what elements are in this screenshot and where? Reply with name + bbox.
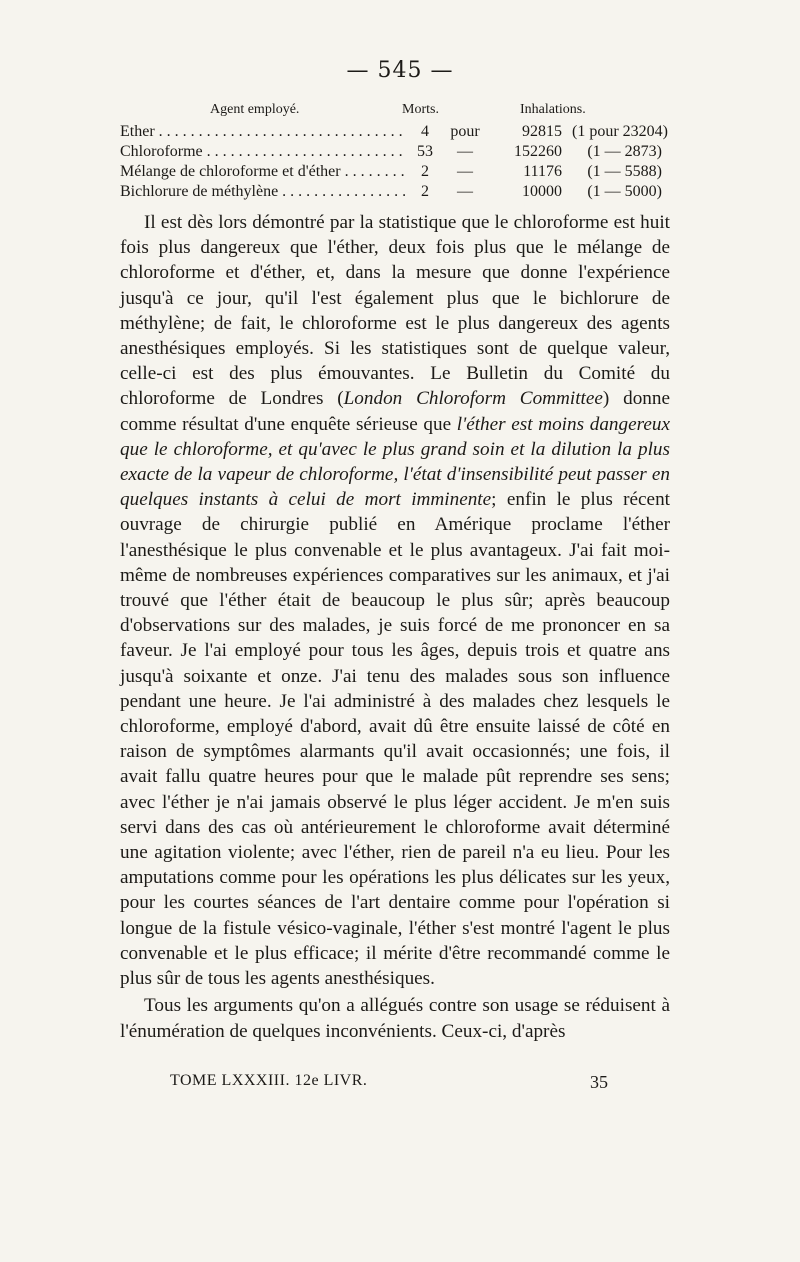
table-header-row [120, 100, 660, 122]
ratio-value: (1 pour 23204) [572, 123, 668, 140]
inhalations-value: 11176 [523, 163, 562, 180]
deaths-value: 4 [405, 122, 445, 142]
header-inhalations: Inhalations. [520, 102, 586, 117]
ratio-value: (1 — 5000) [587, 183, 662, 200]
agent-name: Ether . . . [120, 122, 405, 142]
header-agent: Agent employé. [210, 102, 300, 117]
committee-name-italic: London Chloroform Committee [343, 388, 603, 410]
relation-word: — [457, 183, 473, 200]
inhalations-value: 10000 [522, 183, 562, 200]
paragraph-1-text-e: ; enfin le plus récent ouvrage de chirurgie publié en Amérique proclame l'éther l'anesthésique le plus convenable et le plus avantageux. J'ai fait moi-même de nombreuses expériences comparatives sur les animaux, et j'ai trouvé que l'éther était de beaucoup le plus sûr; après beaucoup d'observations sur des malades, je suis forcé de me prononcer en sa faveur. Je l'ai employé pour tous les âges, depuis trois et quatre ans jusqu'à soixante et onze. J'ai tenu des malades sous son influence pendant une heure. Je l'ai administré à des malades chez lesquels le chloroforme, employé d'abord, avait dû être ensuite laissé de côté en raison de symptômes alarmants qu'il avait occasionnés; une fois, il avait fallu quatre heures pour que le malade pût reprendre ses sens; avec l'éther je n'ai jamais observé le plus léger accident. Je m'en suis servi dans des cas où antérieurement le chloroforme avait déterminé une agitation violente; avec l'éther, rien de pareil n'a eu lieu. Pour les amputations comme pour les opérations les plus délicates sur les yeux, pour les courtes séances de l'art dentaire comme pour l'opération si longue de la fistule vésico-vaginale, l'éther s'est montré l'agent le plus convenable et le plus efficace; il mérite d'être recommandé comme le plus sûr de tous les agents anesthésiques. [120, 489, 670, 990]
inhalations-value: 152260 [514, 143, 562, 160]
bulletin-quote-italic: l'éther est moins dangereux que le chloroforme, et qu'avec le plus grand soin et la dilution la plus exacte de la vapeur de chloroforme, l'état d'insensibilité peut passer en quelques instants à celui de mort imminente [120, 413, 670, 511]
paragraph-1-text-c: ) donne comme résultat d'une enquête sérieuse que [120, 388, 671, 435]
agent-name: Mélange de chloroforme et d'éther . . . [120, 162, 405, 182]
relation-word: — [457, 163, 473, 180]
table-row [120, 122, 668, 142]
agent-name: Bichlorure de méthylène . . . [120, 182, 405, 202]
body-text [120, 210, 670, 1044]
inhalations-value: 92815 [522, 123, 562, 140]
ratio-value: (1 — 2873) [587, 143, 662, 160]
table-row [120, 142, 660, 162]
ratio-value: (1 — 5588) [587, 163, 662, 180]
table-row [120, 162, 660, 182]
deaths-value: 53 [405, 142, 445, 162]
paragraph-1 [120, 210, 670, 991]
anesthesia-statistics-table [120, 100, 668, 202]
deaths-value: 2 [405, 162, 445, 182]
sheet-number: 35 [590, 1072, 608, 1092]
header-morts: Morts. [402, 102, 439, 117]
table-row [120, 182, 660, 202]
paragraph-1-text-a: Il est dès lors démontré par la statistique que le chloroforme est huit fois plus dangereux que l'éther, deux fois plus que le mélange de chloroforme et d'éther, et, dans la mesure que donne l'expérience jusqu'à ce jour, qu'il l'est également plus que le bichlorure de méthylène; de fait, le chloroforme est le plus dangereux des agents anesthésiques employés. Si les statistiques sont de quelque valeur, celle-ci est des plus émouvantes. Le Bulletin du Comité du chloroforme de Londres ( [120, 212, 670, 410]
relation-word: pour [450, 123, 480, 140]
relation-word: — [457, 143, 473, 160]
paragraph-2: Tous les arguments qu'on a allégués contre son usage se réduisent à l'énumération de quelques inconvénients. Ceux-ci, d'après [120, 995, 670, 1042]
agent-name: Chloroforme . . . [120, 142, 405, 162]
page-number-header: — 545 — [346, 58, 454, 83]
volume-signature: TOME LXXXIII. 12e LIVR. [170, 1072, 368, 1089]
deaths-value: 2 [405, 182, 445, 202]
